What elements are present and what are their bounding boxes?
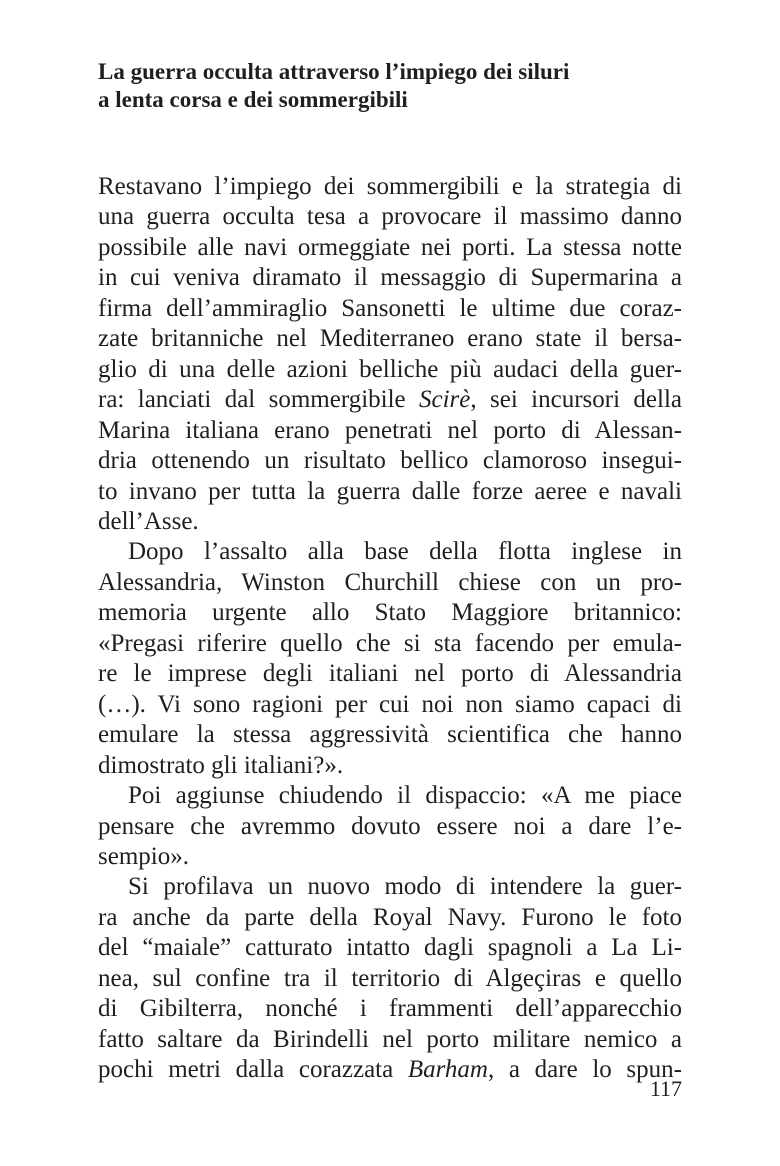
text-line: pochi metri dalla corazzata Barham, a dare lo spun- bbox=[98, 1056, 682, 1084]
paragraph bbox=[98, 781, 682, 872]
text-line: (…). Vi sono ragioni per cui noi non siamo capaci di bbox=[98, 690, 682, 718]
heading-line: La guerra occulta attraverso l’impiego dei siluri bbox=[98, 59, 570, 84]
text-line: in cui veniva diramato il messaggio di Supermarina a bbox=[98, 264, 682, 292]
paragraph bbox=[98, 537, 682, 781]
text-line: re le imprese degli italiani nel porto di Alessandria bbox=[98, 660, 682, 688]
paragraph bbox=[98, 872, 682, 1085]
paragraph bbox=[98, 172, 682, 537]
text-line: Alessandria, Winston Churchill chiese con un pro- bbox=[98, 568, 682, 596]
text-line: Marina italiana erano penetrati nel porto di Alessan- bbox=[98, 416, 682, 444]
text-line: fatto saltare da Birindelli nel porto militare nemico a bbox=[98, 1025, 682, 1053]
text-line: di Gibilterra, nonché i frammenti dell’apparecchio bbox=[98, 995, 682, 1023]
text-line: una guerra occulta tesa a provocare il massimo danno bbox=[98, 203, 682, 231]
text-line: dell’Asse. bbox=[98, 507, 199, 535]
heading-line: a lenta corsa e dei sommergibili bbox=[98, 87, 408, 112]
text-line: dimostrato gli italiani?». bbox=[98, 751, 344, 779]
text-line: firma dell’ammiraglio Sansonetti le ultime due coraz- bbox=[98, 294, 682, 322]
text-line: Restavano l’impiego dei sommergibili e la strategia di bbox=[98, 173, 682, 200]
text-line: Poi aggiunse chiudendo il dispaccio: «A me piace bbox=[128, 782, 682, 810]
text-line: nea, sul confine tra il territorio di Algeçiras e quello bbox=[98, 964, 682, 992]
section-heading bbox=[98, 58, 682, 114]
text-line: to invano per tutta la guerra dalle forze aeree e navali bbox=[98, 477, 682, 505]
book-page bbox=[98, 58, 682, 1148]
italic-title: Barham bbox=[407, 1056, 488, 1084]
text-line: possibile alle navi ormeggiate nei porti. La stessa notte bbox=[98, 233, 682, 261]
text-line: «Pregasi riferire quello che si sta facendo per emula- bbox=[98, 629, 682, 657]
text-line: del “maiale” catturato intatto dagli spagnoli a La Li- bbox=[98, 934, 682, 962]
text-line: ra anche da parte della Royal Navy. Furono le foto bbox=[98, 903, 682, 931]
text-line: glio di una delle azioni belliche più audaci della guer- bbox=[98, 355, 682, 383]
text-line: Si profilava un nuovo modo di intendere la guer- bbox=[128, 873, 682, 901]
text-line: emulare la stessa aggressività scientifica che hanno bbox=[98, 721, 682, 749]
page-number: 117 bbox=[649, 1076, 682, 1101]
text-line: pensare che avremmo dovuto essere noi a dare l’e- bbox=[98, 812, 682, 840]
text-line: dria ottenendo un risultato bellico clamoroso insegui- bbox=[98, 447, 682, 475]
italic-title: Scirè bbox=[419, 386, 471, 414]
body-text bbox=[98, 172, 682, 1086]
text-line: memoria urgente allo Stato Maggiore britannico: bbox=[98, 599, 682, 627]
text-line: zate britanniche nel Mediterraneo erano state il bersa- bbox=[98, 325, 682, 353]
text-line: sempio». bbox=[98, 842, 189, 870]
text-line: Dopo l’assalto alla base della flotta inglese in bbox=[128, 538, 682, 566]
text-line: ra: lanciati dal sommergibile Scirè, sei incursori della bbox=[98, 386, 682, 414]
